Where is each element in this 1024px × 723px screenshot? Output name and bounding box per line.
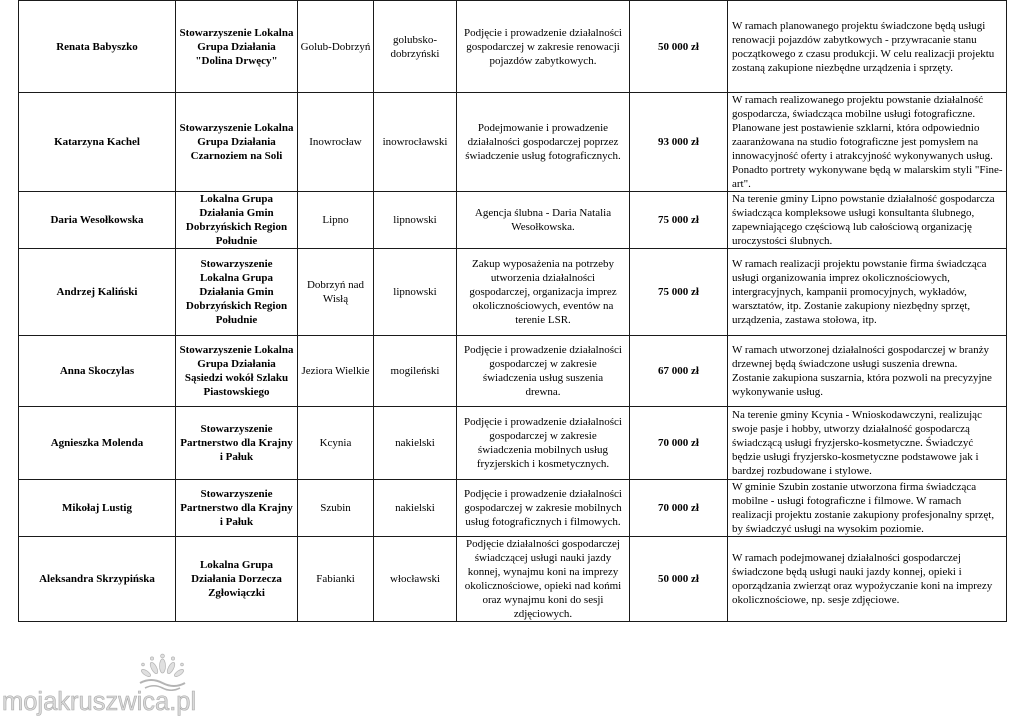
recipient-name-cell: Andrzej Kaliński (19, 249, 176, 336)
grant-amount-cell: 75 000 zł (630, 192, 728, 249)
county-cell: włocławski (374, 537, 457, 622)
grant-amount-cell: 93 000 zł (630, 93, 728, 192)
project-title-cell: Agencja ślubna - Daria Natalia Wesołkowska. (457, 192, 630, 249)
grant-amount-cell: 75 000 zł (630, 249, 728, 336)
project-description-cell: Na terenie gminy Lipno powstanie działalność gospodarcza świadcząca kompleksowe usługi konsultanta ślubnego, zapewniającego częściową lub całościową organizację uroczystości ślubnych. (728, 192, 1007, 249)
grant-amount-cell: 70 000 zł (630, 480, 728, 537)
county-cell: mogileński (374, 336, 457, 407)
grant-amount-cell: 70 000 zł (630, 407, 728, 480)
project-description-cell: W gminie Szubin zostanie utworzona firma świadcząca mobilne - usługi fotograficzne i filmowe. W ramach realizacji projektu zostanie zakupiony profesjonalny sprzęt, by świadczyć usługi na wysokim poziomie. (728, 480, 1007, 537)
lag-organization-cell: Stowarzyszenie Partnerstwo dla Krajny i Pałuk (176, 407, 298, 480)
lag-organization-cell: Lokalna Grupa Działania Gmin Dobrzyńskich Region Południe (176, 192, 298, 249)
recipient-name-cell: Mikołaj Lustig (19, 480, 176, 537)
grant-amount-cell: 50 000 zł (630, 1, 728, 93)
project-title-cell: Podjęcie i prowadzenie działalności gospodarczej w zakresie renowacji pojazdów zabytkowych. (457, 1, 630, 93)
project-title-cell: Podjęcie i prowadzenie działalności gospodarczej w zakresie świadczenia mobilnych usług fryzjerskich i kosmetycznych. (457, 407, 630, 480)
lag-organization-cell: Stowarzyszenie Partnerstwo dla Krajny i Pałuk (176, 480, 298, 537)
table-row (19, 1, 1007, 93)
county-cell: inowrocławski (374, 93, 457, 192)
county-cell: lipnowski (374, 249, 457, 336)
table-row (19, 192, 1007, 249)
project-description-cell: W ramach realizowanego projektu powstanie działalność gospodarcza, świadcząca mobilne usługi fotograficzne. Planowane jest postawienie szklarni, która odpowiednio zaaranżowana na studio fotograficzne jest pomysłem na innowacyjność oferty i atrakcyjność wykonywanych usług. Ponadto portrety wykonywane będą w malarskim styli "Fine-art". (728, 93, 1007, 192)
project-description-cell: Na terenie gminy Kcynia - Wnioskodawczyni, realizując swoje pasje i hobby, utworzy działalność gospodarczą świadczącą usługi fryzjersko-kosmetyczne. Świadczyć będzie usługi fryzjersko-kosmetyczne podstawowe jak i bardzej rozbudowane i stylowe. (728, 407, 1007, 480)
table-row (19, 93, 1007, 192)
project-title-cell: Podejmowanie i prowadzenie działalności gospodarczej poprzez świadczenie usług fotograficznych. (457, 93, 630, 192)
county-cell: lipnowski (374, 192, 457, 249)
municipality-cell: Fabianki (298, 537, 374, 622)
lag-organization-cell: Stowarzyszenie Lokalna Grupa Działania Gmin Dobrzyńskich Region Południe (176, 249, 298, 336)
recipient-name-cell: Renata Babyszko (19, 1, 176, 93)
lag-organization-cell: Lokalna Grupa Działania Dorzecza Zgłowiączki (176, 537, 298, 622)
recipient-name-cell: Anna Skoczylas (19, 336, 176, 407)
table-row (19, 480, 1007, 537)
wheat-crown-logo-icon (135, 653, 190, 691)
recipient-name-cell: Aleksandra Skrzypińska (19, 537, 176, 622)
municipality-cell: Jeziora Wielkie (298, 336, 374, 407)
project-description-cell: W ramach realizacji projektu powstanie firma świadcząca usługi organizowania imprez okolicznościowych, intergracyjnych, kampanii promocyjnych, wykładów, warsztatów, itp. Zostanie zakupiony niezbędny sprzęt, urządzenia, zastawa stołowa, itp. (728, 249, 1007, 336)
project-description-cell: W ramach utworzonej działalności gospodarczej w branży drzewnej będą świadczone usługi suszenia drewna. Zostanie zakupiona suszarnia, która pozwoli na precyzyjne wykonywanie usług. (728, 336, 1007, 407)
municipality-cell: Kcynia (298, 407, 374, 480)
table-row (19, 407, 1007, 480)
grant-recipients-table (18, 0, 1007, 622)
table-row (19, 249, 1007, 336)
lag-organization-cell: Stowarzyszenie Lokalna Grupa Działania Sąsiedzi wokół Szlaku Piastowskiego (176, 336, 298, 407)
recipient-name-cell: Katarzyna Kachel (19, 93, 176, 192)
site-watermark: mojakruszwica.pl (2, 688, 197, 716)
municipality-cell: Dobrzyń nad Wisłą (298, 249, 374, 336)
recipient-name-cell: Agnieszka Molenda (19, 407, 176, 480)
project-title-cell: Podjęcie i prowadzenie działalności gospodarczej w zakresie świadczenia usług suszenia drewna. (457, 336, 630, 407)
municipality-cell: Lipno (298, 192, 374, 249)
table-row (19, 336, 1007, 407)
lag-organization-cell: Stowarzyszenie Lokalna Grupa Działania Czarnoziem na Soli (176, 93, 298, 192)
municipality-cell: Szubin (298, 480, 374, 537)
county-cell: golubsko-dobrzyński (374, 1, 457, 93)
county-cell: nakielski (374, 480, 457, 537)
recipient-name-cell: Daria Wesołkowska (19, 192, 176, 249)
municipality-cell: Inowrocław (298, 93, 374, 192)
table-row (19, 537, 1007, 622)
project-description-cell: W ramach podejmowanej działalności gospodarczej świadczone będą usługi nauki jazdy konnej, opieki i oporządzania zwierząt oraz wypożyczanie koni na imprezy okolicznościowe, np. sesje zdjęciowe. (728, 537, 1007, 622)
lag-organization-cell: Stowarzyszenie Lokalna Grupa Działania "Dolina Drwęcy" (176, 1, 298, 93)
project-description-cell: W ramach planowanego projektu świadczone będą usługi renowacji pojazdów zabytkowych - przywracanie stanu początkowego z czasu produkcji. W celu realizacji projektu zostaną zakupione niezbędne urządzenia i sprzęty. (728, 1, 1007, 93)
project-title-cell: Zakup wyposażenia na potrzeby utworzenia działalności gospodarczej, organizacja imprez okolicznościowych, eventów na terenie LSR. (457, 249, 630, 336)
project-title-cell: Podjęcie i prowadzenie działalności gospodarczej w zakresie mobilnych usług fotograficznych i filmowych. (457, 480, 630, 537)
grant-amount-cell: 50 000 zł (630, 537, 728, 622)
grant-amount-cell: 67 000 zł (630, 336, 728, 407)
municipality-cell: Golub-Dobrzyń (298, 1, 374, 93)
county-cell: nakielski (374, 407, 457, 480)
project-title-cell: Podjęcie działalności gospodarczej świadczącej usługi nauki jazdy konnej, wynajmu koni na imprezy okolicznościowe, opieki nad końmi oraz wynajmu koni do sesji zdjęciowych. (457, 537, 630, 622)
